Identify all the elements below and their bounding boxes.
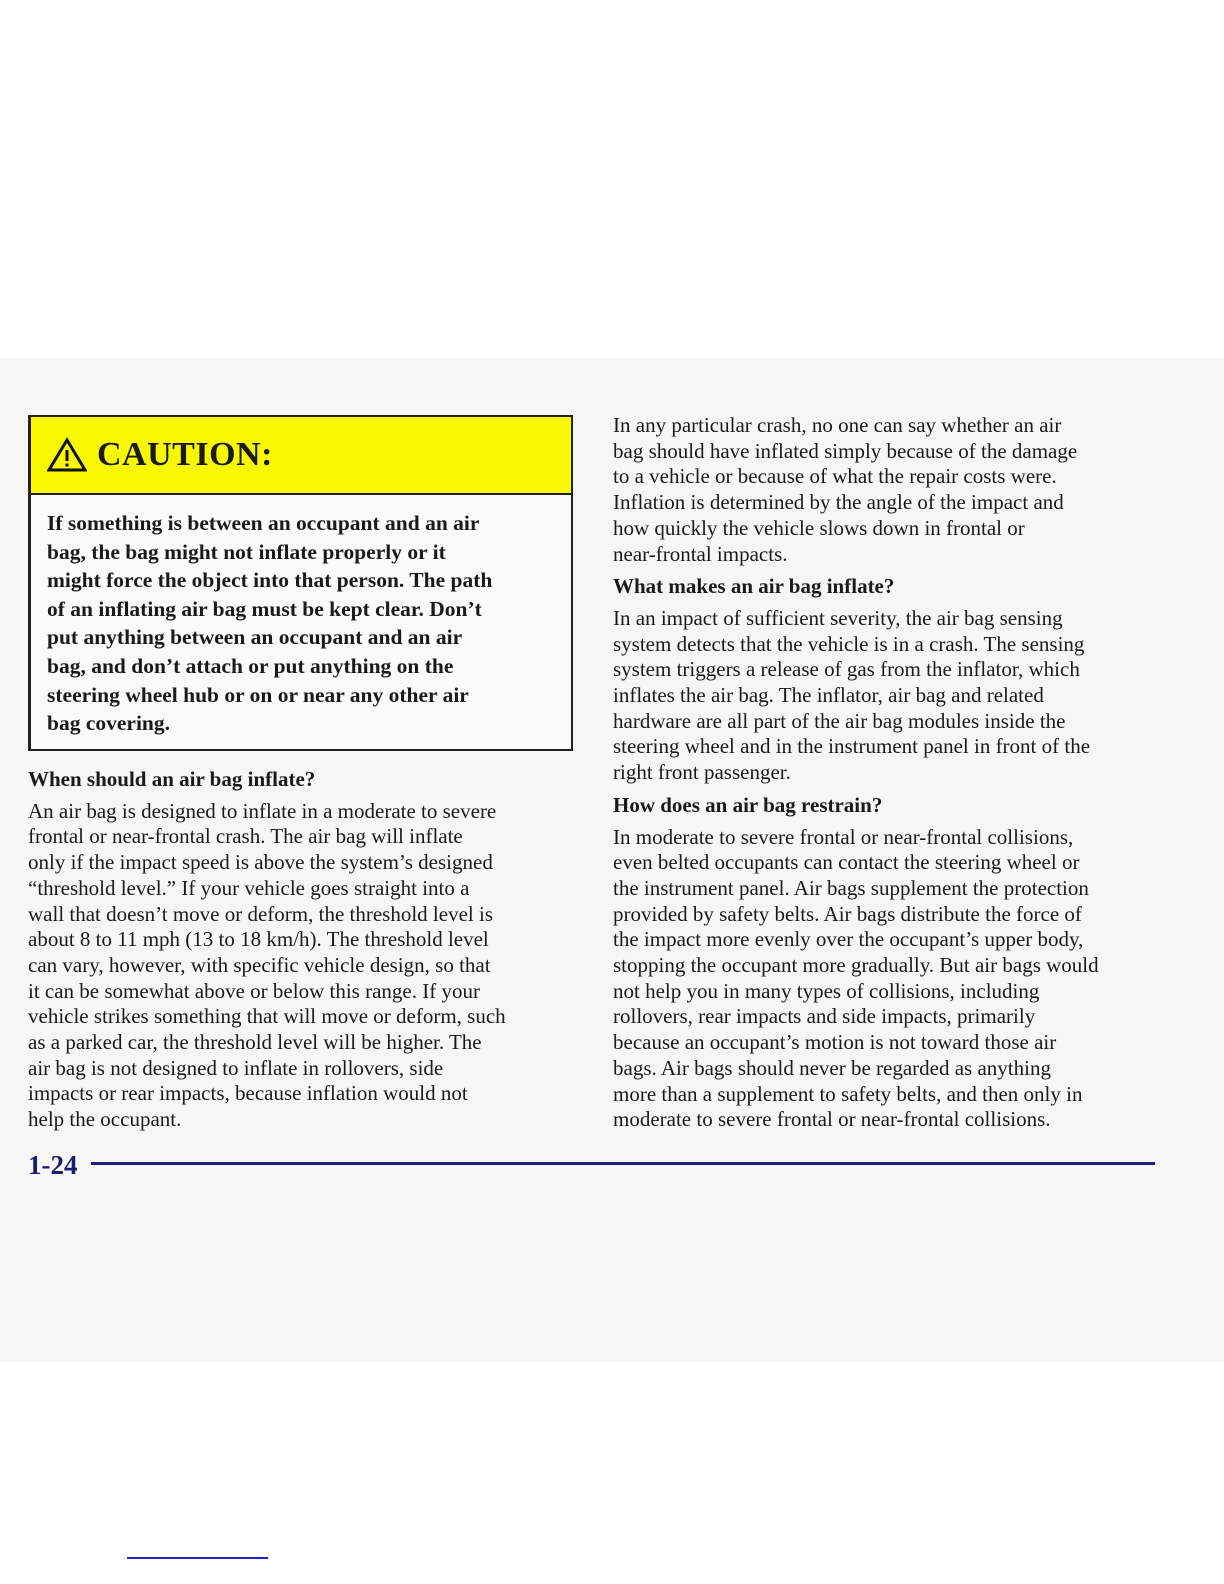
text-line: air bag is not designed to inflate in rollovers, side [28, 1055, 444, 1080]
text-line: hardware are all part of the air bag modules inside the [613, 708, 1066, 733]
text-line: Inflation is determined by the angle of the impact and [613, 490, 1064, 515]
section-heading: When should an air bag inflate? [28, 767, 316, 791]
caution-header [31, 417, 571, 495]
text-line: to a vehicle or because of what the repair costs were. [613, 464, 1057, 489]
text-line: as a parked car, the threshold level will be higher. The [28, 1030, 482, 1055]
caution-title: CAUTION: [97, 436, 273, 473]
right-column [613, 413, 1161, 1133]
text-line: rollovers, rear impacts and side impacts, primarily [613, 1004, 1036, 1029]
text-line: system detects that the vehicle is in a crash. The sensing [613, 631, 1085, 656]
text-line: bags. Air bags should never be regarded as anything [613, 1055, 1051, 1080]
text-line: right front passenger. [613, 760, 791, 785]
caution-text [31, 495, 571, 738]
text-line: how quickly the vehicle slows down in frontal or [613, 515, 1025, 540]
text-line: about 8 to 11 mph (13 to 18 km/h). The threshold level [28, 927, 489, 952]
text-line: can vary, however, with specific vehicle design, so that [28, 952, 491, 977]
text-line: wall that doesn’t move or deform, the threshold level is [28, 901, 494, 926]
text-line: might force the object into that person. The path [47, 568, 493, 593]
text-line: inflates the air bag. The inflator, air bag and related [613, 683, 1044, 708]
text-line: put anything between an occupant and an air [47, 625, 463, 650]
paragraph [613, 606, 1161, 786]
text-line: bag, and don’t attach or put anything on the [47, 653, 454, 678]
text-line: only if the impact speed is above the system’s designed [28, 850, 493, 875]
text-line: not help you in many types of collisions, including [613, 978, 1040, 1003]
text-line: bag, the bag might not inflate properly or it [47, 539, 446, 564]
text-line: the instrument panel. Air bags supplement the protection [613, 875, 1089, 900]
text-line: it can be somewhat above or below this range. If your [28, 978, 480, 1003]
text-line: stopping the occupant more gradually. But air bags would [613, 953, 1099, 978]
text-line: In an impact of sufficient severity, the air bag sensing [613, 605, 1063, 630]
text-line: system triggers a release of gas from the inflator, which [613, 657, 1080, 682]
text-line: In any particular crash, no one can say whether an air [613, 413, 1062, 437]
left-column [28, 760, 576, 1133]
text-line: vehicle strikes something that will move or deform, such [28, 1004, 506, 1029]
text-line: moderate to severe frontal or near-frontal collisions. [613, 1107, 1051, 1132]
text-line: In moderate to severe frontal or near-frontal collisions, [613, 824, 1074, 849]
text-line: more than a supplement to safety belts, and then only in [613, 1081, 1083, 1106]
text-line: “threshold level.” If your vehicle goes straight into a [28, 875, 470, 900]
footer-rule [91, 1162, 1155, 1165]
paragraph [613, 825, 1161, 1133]
caution-box [28, 415, 573, 751]
section-heading: What makes an air bag inflate? [613, 574, 895, 599]
text-line: because an occupant’s motion is not toward those air [613, 1030, 1057, 1055]
paragraph [613, 413, 1161, 567]
warning-triangle-icon [47, 437, 87, 473]
text-line: An air bag is designed to inflate in a moderate to severe [28, 798, 497, 823]
text-line: bag covering. [47, 711, 171, 736]
text-line: the impact more evenly over the occupant’s upper body, [613, 927, 1084, 952]
text-line: steering wheel hub or on or near any other air [47, 682, 469, 707]
paragraph [28, 799, 576, 1133]
link-underline[interactable] [127, 1557, 268, 1559]
text-line: frontal or near-frontal crash. The air bag will inflate [28, 824, 463, 849]
text-line: steering wheel and in the instrument panel in front of the [613, 734, 1091, 759]
text-line: provided by safety belts. Air bags distribute the force of [613, 901, 1082, 926]
text-line: impacts or rear impacts, because inflation would not [28, 1081, 468, 1106]
text-line: near-frontal impacts. [613, 541, 788, 566]
text-line: even belted occupants can contact the steering wheel or [613, 850, 1080, 875]
text-line: bag should have inflated simply because of the damage [613, 438, 1078, 463]
text-line: help the occupant. [28, 1107, 182, 1132]
page-number: 1-24 [28, 1150, 78, 1180]
text-line: of an inflating air bag must be kept clear. Don’t [47, 596, 482, 621]
section-heading: How does an air bag restrain? [613, 792, 883, 817]
text-line: If something is between an occupant and an air [47, 511, 480, 535]
